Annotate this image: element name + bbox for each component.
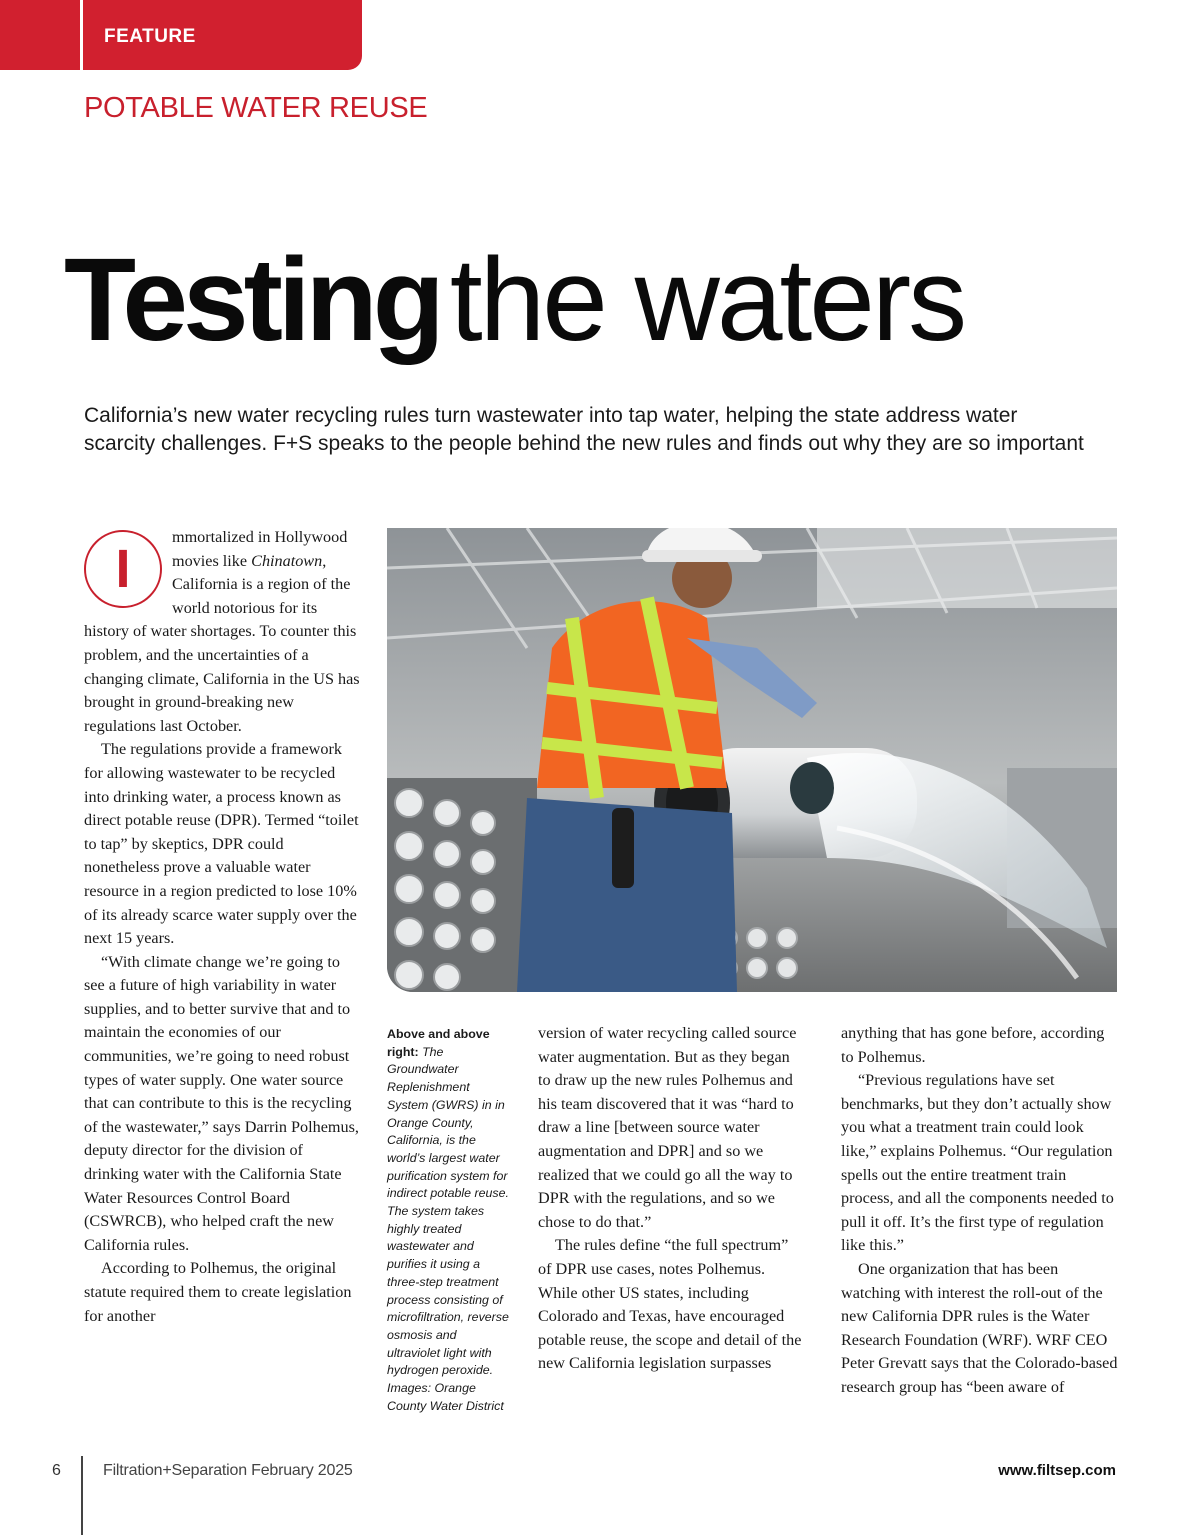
section-tab	[0, 0, 362, 70]
paragraph: “Previous regulations have set benchmarks, but they don’t actually show you what a treatment train could look like,” explains Polhemus. “Our regulation spells out the entire treatment train process, and all the components needed to pull it off. It’s the first type of regulation like this.”	[841, 1071, 1114, 1255]
text-column-4	[841, 1022, 1119, 1400]
water-treatment-photo-illustration	[387, 528, 1117, 992]
paragraph: According to Polhemus, the original statute required them to create legislation for another	[84, 1259, 352, 1325]
photo-caption	[387, 1026, 509, 1415]
title-bold: Testing	[64, 234, 440, 366]
feature-photo	[387, 528, 1117, 992]
paragraph-text: , California is a region of the world notorious for its history of water shortages. To counter this problem, and the uncertainties of a changing climate, California in the US has brought in ground-breaking new regulations last October.	[84, 551, 360, 735]
paragraph: “With climate change we’re going to see a future of high variability in water supplies, and to better survive that and to maintain the economies of our communities, we’re going to need robust types of water supply. One water source that can contribute to this is the recycling of the wastewater,” says Darrin Polhemus, deputy director for the division of drinking water with the California State Water Resources Control Board (CSWRCB), who helped craft the new California rules.	[84, 952, 359, 1254]
section-label: POTABLE WATER REUSE	[84, 92, 428, 124]
tab-label: FEATURE	[104, 26, 196, 47]
paragraph-text: mmortalized in Hollywood movies like	[172, 528, 348, 570]
standfirst: California’s new water recycling rules turn wastewater into tap water, helping the state address water scarcity challenges. F+S speaks to the people behind the new rules and finds out why they are so important	[84, 404, 1084, 455]
caption-heading: Above and above right:	[387, 1027, 490, 1059]
paragraph: The rules define “the full spectrum” of DPR use cases, notes Polhemus. While other US states, including Colorado and Texas, have encouraged potable reuse, the scope and detail of the new California legislation surpasses	[538, 1236, 802, 1373]
paragraph: version of water recycling called source water augmentation. But as they began to draw up the new rules Polhemus and his team discovered that it was “hard to draw a line [between source water augmentation and DPR] and so we realized that we could go all the way to DPR with the regulations, and so we chose to do that.”	[538, 1024, 797, 1231]
caption-body: The Groundwater Replenishment System (GWRS) in in Orange County, California, is the world’s largest water purification system for indirect potable reuse. The system takes highly treated wastewater and purifies it using a three-step treatment process consisting of microfiltration, reverse osmosis and ultraviolet light with hydrogen peroxide. Images: Orange County Water District	[387, 1044, 509, 1413]
paragraph: anything that has gone before, according to Polhemus.	[841, 1024, 1105, 1066]
drop-cap	[84, 530, 162, 608]
footer-divider	[81, 1456, 83, 1535]
publication-name: Filtration+Separation February 2025	[103, 1462, 353, 1479]
title-light: the waters	[449, 234, 965, 366]
article-title	[64, 230, 964, 370]
paragraph: The regulations provide a framework for allowing wastewater to be recycled into drinking water, a process known as direct potable reuse (DPR). Termed “toilet to tap” by skeptics, DPR could nonetheless prove a valuable water resource in a region predicted to lose 10% of its already scarce water supply over the next 15 years.	[84, 740, 359, 948]
page-number: 6	[52, 1462, 61, 1479]
text-column-3	[538, 1022, 802, 1376]
drop-cap-letter: I	[115, 539, 131, 599]
text-column-1	[84, 526, 360, 1328]
website-link[interactable]: www.filtsep.com	[998, 1462, 1116, 1479]
tab-divider	[80, 0, 83, 70]
movie-title: Chinatown	[251, 551, 323, 570]
paragraph: One organization that has been watching with interest the roll-out of the new California DPR rules is the Water Research Foundation (WRF). WRF CEO Peter Grevatt says that the Colorado-based research group has “been aware of	[841, 1259, 1118, 1396]
paragraph	[84, 526, 360, 738]
